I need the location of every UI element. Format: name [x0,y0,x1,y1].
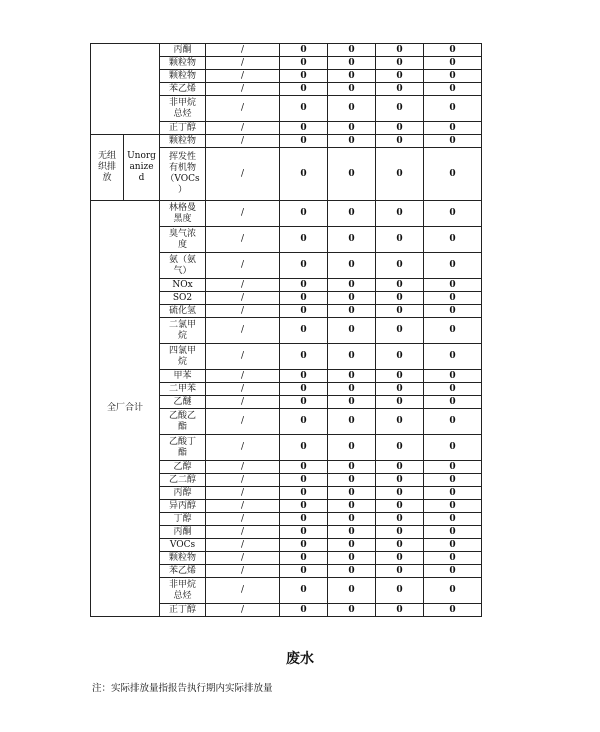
cell-value: 0 [328,83,376,96]
cell-value: 0 [280,344,328,370]
cell-value: 0 [376,318,424,344]
pollutant-cell: VOCs [160,539,206,552]
cell-value: 0 [328,305,376,318]
cell-value: 0 [328,253,376,279]
cell-value: 0 [376,344,424,370]
pollutant-cell: 二氯甲 烷 [160,318,206,344]
pollutant-cell: 四氯甲 烷 [160,344,206,370]
cell-value: 0 [376,409,424,435]
cell-value: 0 [280,396,328,409]
cell-value: 0 [376,552,424,565]
cell-value: 0 [328,500,376,513]
cell-value: 0 [280,44,328,57]
cell-value: 0 [424,83,482,96]
cell-value: 0 [424,135,482,148]
cell-value: 0 [376,383,424,396]
category-cell-unorganized-en: Unorg anize d [124,135,160,201]
cell-value: 0 [424,552,482,565]
cell-value: 0 [328,292,376,305]
cell-value: 0 [328,44,376,57]
cell-value: 0 [376,539,424,552]
cell-value: 0 [280,435,328,461]
cell-value: 0 [424,227,482,253]
cell-limit: / [206,292,280,305]
cell-value: 0 [376,279,424,292]
cell-limit: / [206,435,280,461]
category-cell-continued [91,44,160,135]
cell-limit: / [206,370,280,383]
cell-value: 0 [376,305,424,318]
table-row [91,135,482,148]
cell-value: 0 [328,435,376,461]
cell-value: 0 [328,370,376,383]
pollutant-cell: 乙酸乙 酯 [160,409,206,435]
cell-limit: / [206,201,280,227]
cell-value: 0 [424,318,482,344]
cell-value: 0 [376,135,424,148]
cell-value: 0 [424,435,482,461]
pollutant-cell: SO2 [160,292,206,305]
cell-value: 0 [280,383,328,396]
footnote: 注：实际排放量指报告执行期内实际排放量 [92,683,273,694]
cell-value: 0 [280,96,328,122]
cell-value: 0 [376,292,424,305]
cell-value: 0 [280,70,328,83]
cell-value: 0 [424,44,482,57]
cell-value: 0 [424,565,482,578]
cell-limit: / [206,305,280,318]
cell-value: 0 [376,474,424,487]
cell-value: 0 [328,318,376,344]
cell-value: 0 [376,44,424,57]
cell-value: 0 [328,57,376,70]
pollutant-cell: 非甲烷 总烃 [160,96,206,122]
cell-value: 0 [280,135,328,148]
pollutant-cell: 乙二醇 [160,474,206,487]
cell-value: 0 [376,83,424,96]
cell-value: 0 [424,57,482,70]
cell-value: 0 [424,396,482,409]
cell-value: 0 [376,435,424,461]
cell-value: 0 [280,305,328,318]
cell-limit: / [206,552,280,565]
cell-value: 0 [424,500,482,513]
cell-value: 0 [424,344,482,370]
cell-value: 0 [328,383,376,396]
cell-value: 0 [376,122,424,135]
pollutant-cell: 非甲烷 总烃 [160,578,206,604]
cell-limit: / [206,135,280,148]
pollutant-cell: 颗粒物 [160,70,206,83]
cell-value: 0 [280,461,328,474]
pollutant-cell: 丙酮 [160,526,206,539]
cell-value: 0 [328,409,376,435]
cell-value: 0 [424,539,482,552]
pollutant-cell: 臭气浓 度 [160,227,206,253]
cell-value: 0 [376,201,424,227]
cell-limit: / [206,383,280,396]
cell-value: 0 [328,487,376,500]
cell-value: 0 [376,70,424,83]
cell-value: 0 [376,500,424,513]
cell-value: 0 [376,370,424,383]
cell-value: 0 [280,500,328,513]
pollutant-cell: 乙酸丁 酯 [160,435,206,461]
pollutant-cell: 丁醇 [160,513,206,526]
cell-value: 0 [328,96,376,122]
cell-limit: / [206,500,280,513]
emissions-table [90,43,482,617]
cell-value: 0 [424,292,482,305]
cell-limit: / [206,253,280,279]
cell-value: 0 [424,526,482,539]
cell-limit: / [206,96,280,122]
cell-value: 0 [280,604,328,617]
cell-value: 0 [328,552,376,565]
cell-value: 0 [424,148,482,201]
cell-value: 0 [280,552,328,565]
cell-value: 0 [424,487,482,500]
cell-limit: / [206,526,280,539]
cell-value: 0 [328,396,376,409]
cell-value: 0 [280,487,328,500]
cell-limit: / [206,57,280,70]
cell-value: 0 [280,526,328,539]
cell-value: 0 [424,279,482,292]
category-cell-unorganized-cn: 无组 织排 放 [91,135,124,201]
pollutant-cell: 挥发性 有机物 （VOCs ） [160,148,206,201]
cell-limit: / [206,604,280,617]
cell-value: 0 [376,253,424,279]
cell-value: 0 [280,148,328,201]
cell-value: 0 [376,604,424,617]
pollutant-cell: 硫化氢 [160,305,206,318]
cell-value: 0 [376,513,424,526]
cell-value: 0 [328,539,376,552]
pollutant-cell: 甲苯 [160,370,206,383]
cell-limit: / [206,227,280,253]
cell-value: 0 [376,96,424,122]
pollutant-cell: 二甲苯 [160,383,206,396]
pollutant-cell: 颗粒物 [160,552,206,565]
cell-value: 0 [376,461,424,474]
cell-limit: / [206,539,280,552]
cell-value: 0 [328,70,376,83]
cell-value: 0 [376,148,424,201]
cell-value: 0 [424,253,482,279]
cell-value: 0 [328,578,376,604]
cell-value: 0 [280,318,328,344]
cell-value: 0 [280,292,328,305]
cell-limit: / [206,122,280,135]
cell-value: 0 [424,96,482,122]
cell-value: 0 [280,409,328,435]
pollutant-cell: 颗粒物 [160,57,206,70]
cell-value: 0 [424,461,482,474]
cell-value: 0 [424,409,482,435]
cell-value: 0 [328,201,376,227]
cell-limit: / [206,70,280,83]
cell-value: 0 [328,148,376,201]
cell-value: 0 [376,578,424,604]
pollutant-cell: 乙醚 [160,396,206,409]
cell-value: 0 [280,122,328,135]
cell-value: 0 [328,513,376,526]
cell-value: 0 [376,57,424,70]
cell-value: 0 [424,578,482,604]
pollutant-cell: 苯乙烯 [160,83,206,96]
cell-limit: / [206,565,280,578]
cell-limit: / [206,578,280,604]
cell-value: 0 [424,383,482,396]
cell-value: 0 [376,565,424,578]
cell-value: 0 [328,344,376,370]
cell-limit: / [206,44,280,57]
cell-value: 0 [280,565,328,578]
cell-limit: / [206,83,280,96]
pollutant-cell: 正丁醇 [160,604,206,617]
cell-limit: / [206,396,280,409]
cell-value: 0 [424,604,482,617]
table-row [91,44,482,57]
pollutant-cell: 正丁醇 [160,122,206,135]
cell-value: 0 [328,474,376,487]
cell-limit: / [206,461,280,474]
pollutant-cell: 氨（氨 气） [160,253,206,279]
cell-value: 0 [280,227,328,253]
cell-value: 0 [280,578,328,604]
cell-value: 0 [424,201,482,227]
cell-value: 0 [328,461,376,474]
cell-value: 0 [424,474,482,487]
cell-limit: / [206,513,280,526]
cell-value: 0 [280,370,328,383]
pollutant-cell: 乙醇 [160,461,206,474]
pollutant-cell: 异丙醇 [160,500,206,513]
cell-value: 0 [376,396,424,409]
pollutant-cell: 丙酮 [160,44,206,57]
pollutant-cell: 林格曼 黑度 [160,201,206,227]
cell-value: 0 [280,539,328,552]
pollutant-cell: 丙醇 [160,487,206,500]
cell-limit: / [206,279,280,292]
cell-value: 0 [328,122,376,135]
pollutant-cell: 苯乙烯 [160,565,206,578]
cell-limit: / [206,474,280,487]
cell-value: 0 [328,565,376,578]
cell-value: 0 [328,604,376,617]
cell-limit: / [206,344,280,370]
cell-value: 0 [280,253,328,279]
cell-value: 0 [376,227,424,253]
cell-value: 0 [424,370,482,383]
cell-value: 0 [280,279,328,292]
cell-limit: / [206,318,280,344]
table-row [91,201,482,227]
cell-value: 0 [280,474,328,487]
cell-limit: / [206,409,280,435]
cell-value: 0 [280,201,328,227]
cell-value: 0 [376,526,424,539]
pollutant-cell: 颗粒物 [160,135,206,148]
cell-limit: / [206,487,280,500]
category-cell-plant-total: 全厂合计 [91,201,160,617]
cell-value: 0 [424,70,482,83]
cell-value: 0 [376,487,424,500]
cell-value: 0 [328,135,376,148]
pollutant-cell: NOx [160,279,206,292]
cell-value: 0 [328,227,376,253]
section-title-wastewater: 废水 [286,651,314,667]
cell-value: 0 [280,83,328,96]
cell-value: 0 [424,305,482,318]
cell-value: 0 [280,57,328,70]
cell-value: 0 [328,279,376,292]
cell-limit: / [206,148,280,201]
cell-value: 0 [280,513,328,526]
cell-value: 0 [328,526,376,539]
cell-value: 0 [424,122,482,135]
cell-value: 0 [424,513,482,526]
